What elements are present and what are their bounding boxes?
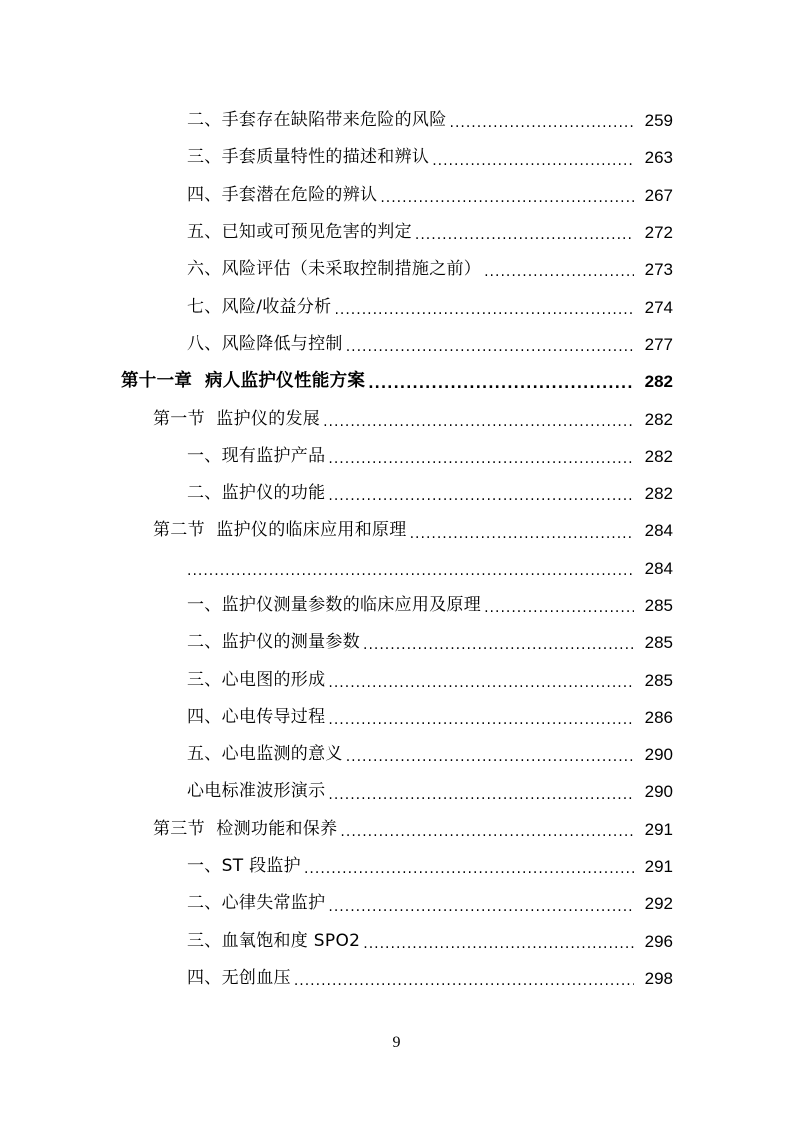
toc-entry-title: 四、手套潜在危险的辨认 <box>187 184 378 205</box>
toc-section-entry[interactable] <box>0 400 793 437</box>
dot-leader <box>380 191 634 214</box>
toc-entry[interactable] <box>0 550 793 587</box>
toc-entry[interactable] <box>0 177 793 214</box>
toc-entry-title: 五、已知或可预见危害的判定 <box>187 222 412 243</box>
dot-leader <box>450 116 635 139</box>
toc-section-entry[interactable] <box>0 811 793 848</box>
toc-entry-title: 一、监护仪测量参数的临床应用及原理 <box>187 595 482 615</box>
toc-entry-page: 282 <box>644 446 673 466</box>
toc-section-entry[interactable] <box>0 512 793 549</box>
toc-section-title: 第一节 监护仪的发展 <box>153 408 321 429</box>
page-number: 9 <box>392 1034 401 1051</box>
toc-entry[interactable] <box>0 923 793 960</box>
toc-entry-page: 290 <box>644 782 673 802</box>
toc-entry[interactable] <box>0 624 793 661</box>
dot-leader <box>346 750 634 773</box>
toc-entry[interactable] <box>0 960 793 997</box>
toc-entry-page: 284 <box>644 558 673 578</box>
dot-leader <box>363 638 634 661</box>
toc-entry-page: 286 <box>644 707 673 727</box>
toc-entry-title: 七、风险/收益分析 <box>187 296 332 317</box>
toc-entry-title: 四、无创血压 <box>187 967 291 988</box>
dot-leader <box>323 415 634 438</box>
toc-entry-title: 二、心律失常监护 <box>187 893 326 914</box>
toc-entry-page: 296 <box>644 931 673 951</box>
dot-leader <box>328 489 634 512</box>
dot-leader <box>368 377 634 400</box>
toc-entry[interactable] <box>0 736 793 773</box>
toc-entry[interactable] <box>0 214 793 251</box>
dot-leader <box>294 974 634 997</box>
dot-leader <box>328 676 634 699</box>
toc-entry[interactable] <box>0 587 793 624</box>
toc-entry[interactable] <box>0 288 793 325</box>
toc-entry-title: 一、ST 段监护 <box>187 856 301 877</box>
dot-leader <box>346 340 634 363</box>
dot-leader <box>484 265 634 288</box>
toc-entry-page: 267 <box>644 185 673 205</box>
toc-entry-title: 三、心电图的形成 <box>187 669 326 690</box>
toc-entry[interactable] <box>0 848 793 885</box>
toc-section-title: 第三节 检测功能和保养 <box>153 818 338 839</box>
toc-section-title: 第二节 监护仪的临床应用和原理 <box>153 520 407 541</box>
toc-chapter-title: 第十一章 病人监护仪性能方案 <box>121 370 366 391</box>
dot-leader <box>328 713 634 736</box>
toc-entry-title: 一、现有监护产品 <box>187 445 326 466</box>
toc-entry[interactable] <box>0 661 793 698</box>
toc-entry[interactable] <box>0 699 793 736</box>
toc-entry-page: 259 <box>644 111 673 131</box>
toc-entry-page: 298 <box>644 968 673 988</box>
toc-entry-title: 五、心电监测的意义 <box>187 744 343 765</box>
toc-entry-title: 心电标准波形演示 <box>187 781 326 802</box>
toc-entry[interactable] <box>0 251 793 288</box>
toc-entry-page: 274 <box>644 297 673 317</box>
toc-entry-page: 290 <box>644 745 673 765</box>
toc-entry[interactable] <box>0 102 793 139</box>
toc-entry-title: 二、监护仪的测量参数 <box>187 632 360 653</box>
toc-section-page: 284 <box>644 521 673 541</box>
toc-entry-title: 八、风险降低与控制 <box>187 333 343 354</box>
toc-entry-page: 272 <box>644 223 673 243</box>
toc-entry-title: 四、心电传导过程 <box>187 706 326 727</box>
toc-section-page: 282 <box>644 409 673 429</box>
dot-leader <box>484 601 634 624</box>
dot-leader <box>410 527 634 550</box>
table-of-contents <box>0 102 793 997</box>
toc-entry-page: 273 <box>644 260 673 280</box>
toc-entry-title: 二、手套存在缺陷带来危险的风险 <box>187 110 447 131</box>
dot-leader <box>334 303 634 326</box>
dot-leader <box>328 788 634 811</box>
toc-entry-page: 285 <box>644 633 673 653</box>
dot-leader <box>187 564 634 587</box>
toc-entry[interactable] <box>0 773 793 810</box>
toc-entry-page: 282 <box>644 484 673 504</box>
toc-entry-page: 263 <box>644 148 673 168</box>
toc-entry-page: 277 <box>644 334 673 354</box>
toc-entry[interactable] <box>0 326 793 363</box>
dot-leader <box>340 825 634 848</box>
toc-entry[interactable] <box>0 438 793 475</box>
toc-entry-page: 292 <box>644 894 673 914</box>
toc-entry[interactable] <box>0 139 793 176</box>
dot-leader <box>415 228 634 251</box>
toc-entry-title: 二、监护仪的功能 <box>187 483 326 504</box>
toc-entry-page: 285 <box>644 670 673 690</box>
toc-entry-title: 六、风险评估（未采取控制措施之前） <box>187 259 482 280</box>
dot-leader <box>432 154 634 177</box>
toc-section-page: 291 <box>644 819 673 839</box>
toc-entry[interactable] <box>0 475 793 512</box>
dot-leader <box>304 862 634 885</box>
dot-leader <box>363 937 634 960</box>
dot-leader <box>328 452 634 475</box>
toc-chapter-page: 282 <box>644 372 673 392</box>
toc-entry-title: 三、手套质量特性的描述和辨认 <box>187 147 430 168</box>
toc-chapter-entry[interactable] <box>0 363 793 400</box>
dot-leader <box>328 900 634 923</box>
toc-entry[interactable] <box>0 885 793 922</box>
toc-entry-title: 三、血氧饱和度 SPO2 <box>187 930 361 951</box>
toc-entry-page: 285 <box>644 596 673 615</box>
toc-entry-page: 291 <box>644 857 673 877</box>
